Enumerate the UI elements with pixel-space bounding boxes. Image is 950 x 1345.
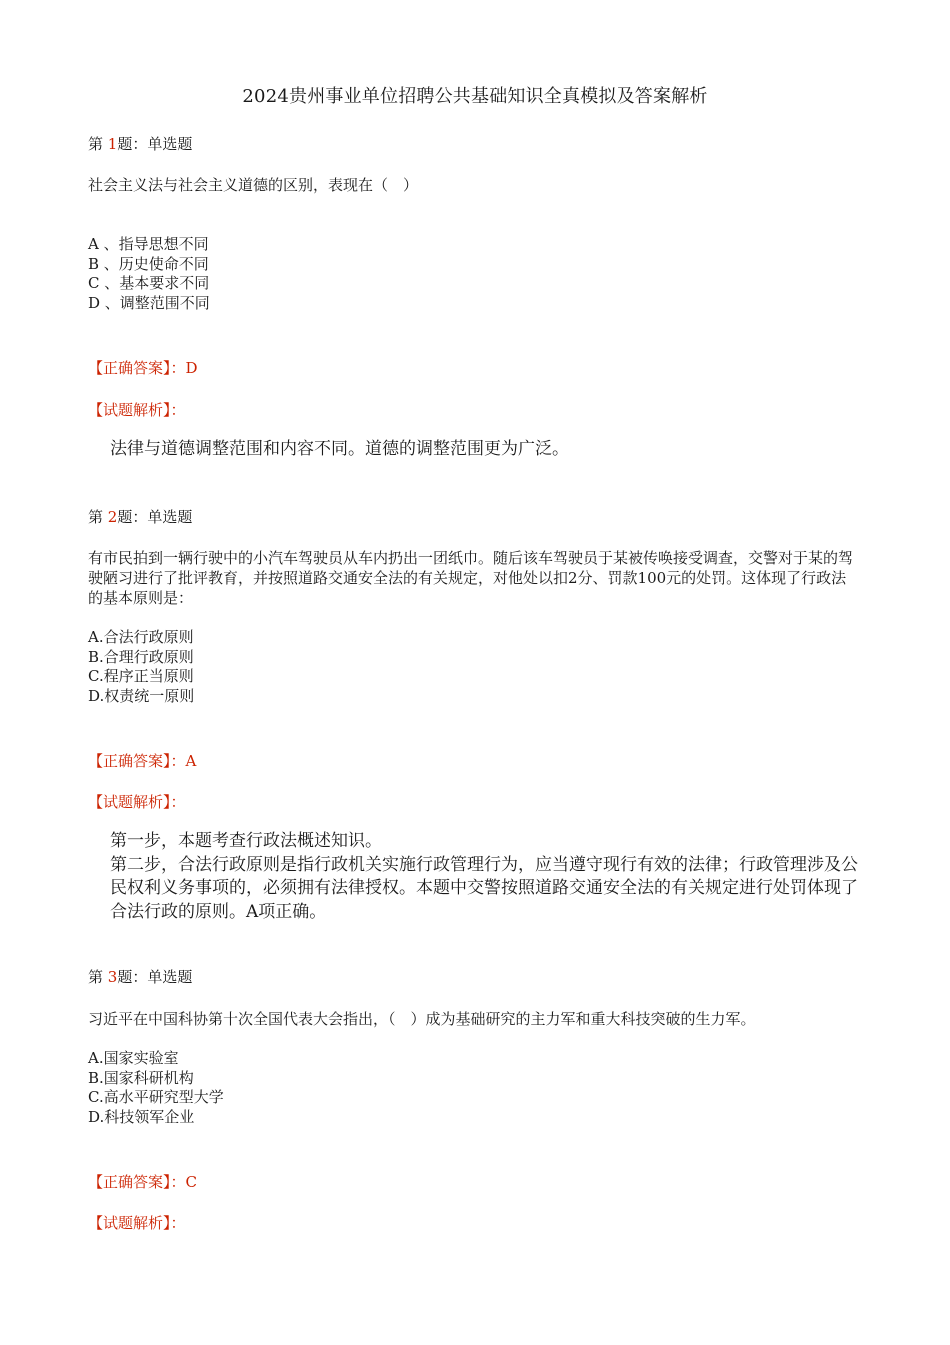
question-number: 2 (107, 508, 118, 526)
option-a: A.国家实验室 (88, 1049, 179, 1067)
question-1-answer: 【正确答案】：D (88, 359, 198, 377)
question-1-analysis (110, 438, 858, 462)
option-a: A.合法行政原则 (88, 628, 194, 646)
question-2-options (88, 628, 194, 706)
question-prefix: 第 (88, 508, 104, 526)
analysis-paragraph: 第二步，合法行政原则是指行政机关实施行政管理行为，应当遵守现行有效的法律；行政管理涉及公民权利义务事项的，必须拥有法律授权。本题中交警按照道路交通安全法的有关规定进行处罚体现了合法行政的原则。A项正确。 (110, 854, 858, 922)
option-d: D 、调整范围不同 (88, 293, 210, 312)
question-2-analysis (110, 830, 858, 924)
option-b: B 、历史使命不同 (88, 254, 209, 273)
question-1-stem: 社会主义法与社会主义道德的区别，表现在（ ） (88, 176, 419, 194)
question-3-options (88, 1049, 224, 1127)
option-c: C.高水平研究型大学 (88, 1088, 224, 1107)
question-2-answer: 【正确答案】：A (88, 752, 197, 770)
question-type: 题：单选题 (117, 968, 193, 986)
question-3-answer: 【正确答案】：C (88, 1173, 197, 1191)
question-1-header (88, 134, 192, 154)
question-3-stem: 习近平在中国科协第十次全国代表大会指出，（ ）成为基础研究的主力军和重大科技突破的生力军。 (88, 1010, 756, 1028)
option-c: C.程序正当原则 (88, 667, 194, 686)
question-2-header (88, 507, 192, 527)
option-d: D.科技领军企业 (88, 1107, 195, 1126)
question-type: 题：单选题 (117, 135, 193, 153)
question-number: 1 (107, 135, 118, 153)
option-c: C 、基本要求不同 (88, 274, 210, 293)
option-b: B.国家科研机构 (88, 1068, 194, 1087)
question-2-analysis-label: 【试题解析】： (88, 793, 186, 811)
question-3-analysis-label: 【试题解析】： (88, 1214, 186, 1232)
analysis-paragraph: 第一步，本题考查行政法概述知识。 (110, 831, 382, 851)
question-1-options (88, 235, 210, 313)
question-number: 3 (107, 968, 118, 986)
option-a: A 、指导思想不同 (88, 235, 209, 253)
question-prefix: 第 (88, 135, 104, 153)
question-2-stem: 有市民拍到一辆行驶中的小汽车驾驶员从车内扔出一团纸巾。随后该车驾驶员于某被传唤接受调查，交警对于某的驾驶陋习进行了批评教育，并按照道路交通安全法的有关规定，对他处以扣2分、罚款100元的处罚。这体现了行政法的基本原则是： (88, 549, 854, 607)
question-1-analysis-label: 【试题解析】： (88, 401, 186, 419)
question-type: 题：单选题 (117, 508, 193, 526)
question-prefix: 第 (88, 968, 104, 986)
question-3-header (88, 967, 192, 987)
analysis-paragraph: 法律与道德调整范围和内容不同。道德的调整范围更为广泛。 (110, 439, 569, 459)
option-b: B.合理行政原则 (88, 647, 194, 666)
option-d: D.权责统一原则 (88, 686, 195, 705)
document-title: 2024贵州事业单位招聘公共基础知识全真模拟及答案解析 (242, 86, 708, 107)
